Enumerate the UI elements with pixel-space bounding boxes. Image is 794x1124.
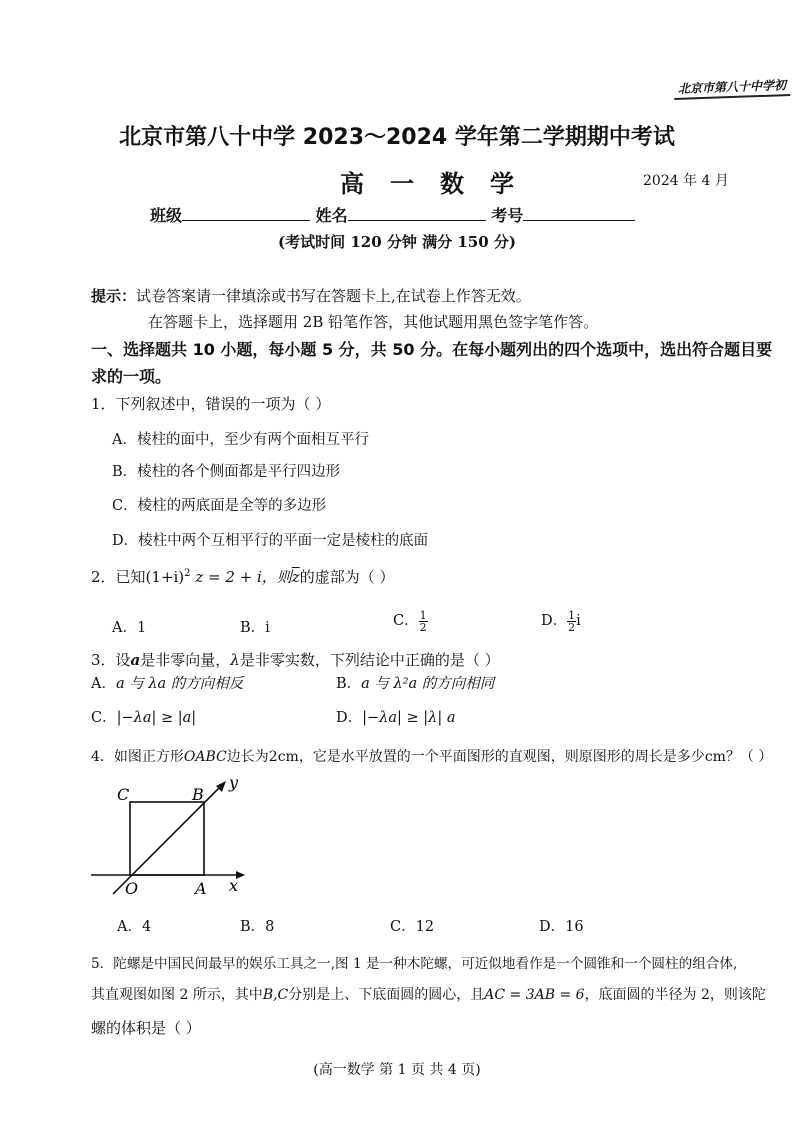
q4-stem-mid1: 边长为 bbox=[226, 749, 269, 765]
q3-d-text: |−λa| ≥ |λ| a bbox=[362, 710, 456, 726]
exam-date: 2024 年 4 月 bbox=[643, 173, 729, 189]
q5-line-2 bbox=[91, 984, 766, 1004]
id-label: 考号 bbox=[491, 206, 524, 225]
q4-option-b: B．8 bbox=[240, 919, 275, 935]
q4-label-c: C bbox=[117, 785, 130, 804]
q4-unit: cm bbox=[704, 749, 726, 765]
q4-figure bbox=[85, 772, 255, 897]
q3-option-d bbox=[336, 706, 455, 727]
q5-line-1: 5．陀螺是中国民间最早的娱乐工具之一,图 1 是一种木陀螺，可近似地看作是一个圆锥和一个圆柱的组合体, bbox=[91, 956, 738, 972]
q4-square bbox=[130, 802, 204, 875]
section1-heading-line1: 一、选择题共 10 小题，每小题 5 分，共 50 分。在每小题列出的四个选项中，选出符合题目要 bbox=[91, 340, 773, 359]
q2-zbar: $\overline{z}$ bbox=[291, 568, 300, 586]
q1-option-b: B．棱柱的各个侧面都是平行四边形 bbox=[112, 464, 341, 480]
q3-vector-a: a bbox=[130, 651, 141, 669]
q2-option-b: B．i bbox=[240, 620, 270, 636]
q4-label-x: x bbox=[229, 876, 239, 895]
q2-option-c bbox=[393, 609, 428, 633]
q1-option-a: A．棱柱的面中，至少有两个面相互平行 bbox=[112, 432, 369, 448]
q2-option-d bbox=[541, 609, 581, 633]
q2-d-suffix: i bbox=[576, 613, 581, 629]
q1-option-c: C．棱柱的两底面是全等的多边形 bbox=[112, 498, 327, 514]
q3-option-b bbox=[336, 672, 494, 693]
q2-option-d-frac bbox=[567, 610, 576, 633]
q5-bc: B,C bbox=[262, 987, 289, 1003]
notice-line-2: 在答题卡上，选择题用 2B 铅笔作答，其他试题用黑色签字笔作答。 bbox=[148, 313, 599, 331]
subject-title: 高一数学 bbox=[340, 170, 540, 198]
q4-option-a: A．4 bbox=[117, 919, 152, 935]
notice-text-1: 试卷答案请一律填涂或书写在答题卡上,在试卷上作答无效。 bbox=[136, 287, 531, 305]
q3-stem-mid1: 是非零向量， bbox=[140, 651, 231, 669]
q3-a-text: a 与 λa 的方向相反 bbox=[115, 676, 244, 692]
time-info: (考试时间 120 分钟 满分 150 分) bbox=[278, 233, 516, 251]
class-label: 班级 bbox=[150, 206, 183, 225]
q4-oabc: OABC bbox=[183, 749, 227, 765]
q4-stem bbox=[91, 746, 772, 766]
q2-d-num: 1 bbox=[568, 608, 576, 622]
q4-stem-post: ？（ ） bbox=[725, 749, 773, 765]
name-blank bbox=[348, 206, 486, 221]
q3-a-label: A． bbox=[91, 676, 116, 692]
q2-stem-pre: 2．已知 bbox=[91, 568, 146, 586]
q4-label-y: y bbox=[229, 773, 239, 792]
notice-line-1 bbox=[91, 285, 531, 306]
section1-heading-line2: 求的一项。 bbox=[91, 367, 172, 386]
student-info-line bbox=[150, 203, 635, 226]
q1-option-d: D．棱柱中两个互相平行的平面一定是棱柱的底面 bbox=[112, 533, 429, 549]
q3-b-label: B． bbox=[336, 676, 362, 692]
q2-option-c-frac bbox=[419, 610, 428, 633]
q3-stem-pre: 3．设 bbox=[91, 651, 131, 669]
q5-line2-mid: 分别是上、下底面圆的圆心，且 bbox=[288, 987, 485, 1003]
q3-option-c bbox=[91, 706, 196, 727]
q5-line2-pre: 其直观图如图 2 所示，其中 bbox=[91, 987, 263, 1003]
q3-b-text: a 与 λ²a 的方向相同 bbox=[361, 676, 495, 692]
q3-stem-mid2: 是非零实数，下列结论中正确的是（ ） bbox=[239, 651, 500, 669]
q2-exp: 2 bbox=[184, 568, 191, 579]
q4-option-c: C．12 bbox=[390, 919, 435, 935]
q2-option-c-label: C． bbox=[393, 613, 419, 629]
q4-label-b: B bbox=[192, 785, 204, 804]
q3-option-a bbox=[91, 672, 243, 693]
q2-stem-mid: z = 2 + i，则 bbox=[195, 568, 292, 586]
q4-option-d: D．16 bbox=[539, 919, 584, 935]
q2-option-a: A．1 bbox=[112, 620, 147, 636]
q5-line-3: 螺的体积是（ ） bbox=[91, 1019, 201, 1037]
q4-label-a: A bbox=[195, 879, 207, 897]
q4-len: 2cm bbox=[268, 749, 299, 765]
q1-stem: 1．下列叙述中，错误的一项为（ ） bbox=[91, 395, 331, 413]
q4-label-o: O bbox=[125, 879, 139, 897]
q3-d-label: D． bbox=[336, 710, 363, 726]
stamp: 北京市第八十中学初 bbox=[674, 76, 791, 100]
q2-stem-post: 的虚部为（ ） bbox=[299, 568, 395, 586]
q5-eq: AC = 3AB = 6 bbox=[484, 987, 585, 1003]
notice-label: 提示： bbox=[91, 287, 137, 305]
q4-stem-mid2: ，它是水平放置的一个平面图形的直观图，则原图形的周长是多少 bbox=[298, 749, 705, 765]
q4-stem-pre: 4．如图正方形 bbox=[91, 749, 184, 765]
id-blank bbox=[523, 206, 635, 221]
q2-option-d-label: D． bbox=[541, 613, 568, 629]
q3-lambda: λ bbox=[230, 651, 240, 669]
name-label: 姓名 bbox=[315, 206, 348, 225]
q3-c-label: C． bbox=[91, 710, 117, 726]
q5-line2-post: ，底面圆的半径为 2，则该陀 bbox=[584, 987, 766, 1003]
q2-stem bbox=[91, 566, 394, 587]
page-footer: (高一数学 第 1 页 共 4 页) bbox=[313, 1062, 481, 1078]
exam-title: 北京市第八十中学 2023～2024 学年第二学期期中考试 bbox=[119, 125, 675, 150]
class-blank bbox=[182, 206, 310, 221]
q3-c-text: |−λa| ≥ |a| bbox=[116, 710, 197, 726]
q2-d-den: 2 bbox=[568, 620, 576, 634]
q2-c-den: 2 bbox=[419, 620, 427, 634]
q2-c-num: 1 bbox=[419, 608, 427, 622]
q3-stem bbox=[91, 649, 500, 670]
q2-expr: (1+i) bbox=[145, 568, 185, 586]
